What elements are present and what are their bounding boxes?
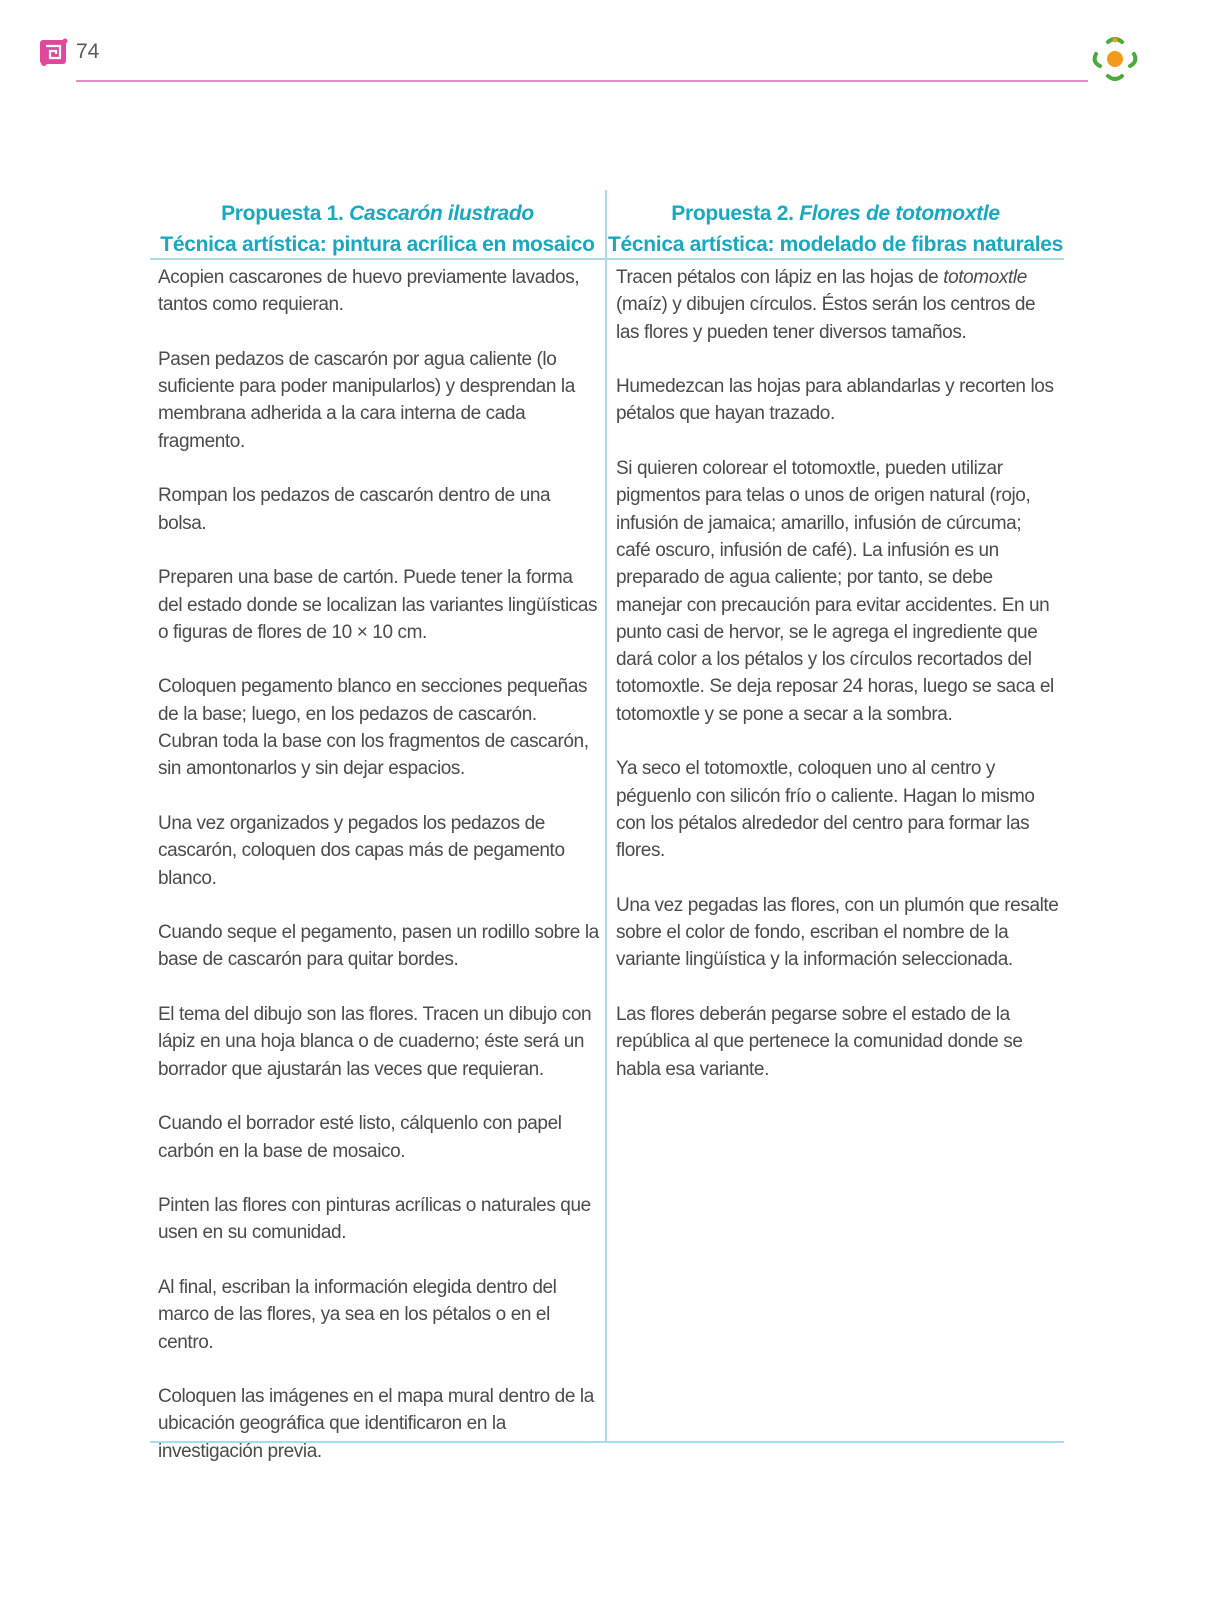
list-item: Coloquen las imágenes en el mapa mural dentro de la ubicación geográfica que identificaron en la investigación previa. — [158, 1386, 594, 1462]
list-item: Coloquen pegamento blanco en secciones pequeñas de la base; luego, en los pedazos de cascarón. Cubran toda la base con los fragmentos de cascarón, sin amontonarlos y sin dejar espacios. — [158, 676, 589, 780]
list-item: Si quieren colorear el totomoxtle, pueden utilizar pigmentos para telas o unos de origen natural (rojo, infusión de jamaica; amarillo, infusión de cúrcuma; café oscuro, infusión de café). La infusión es un preparado de agua caliente; por tanto, se debe manejar con precaución para evitar accidentes. En un punto casi de hervor, se le agrega el ingrediente que dará color a los pétalos y los círculos recortados del totomoxtle. Se deja reposar 24 horas, luego se saca el totomoxtle y se pone a secar a la sombra. — [616, 458, 1054, 725]
list-item: Las flores deberán pegarse sobre el estado de la república al que pertenece la comunidad donde se habla esa variante. — [616, 1004, 1023, 1080]
proposal-2-title-name: Flores de totomoxtle — [799, 202, 1000, 225]
header-rule — [76, 80, 1088, 82]
page-number: 74 — [76, 40, 100, 63]
proposal-2-column — [607, 190, 1064, 1110]
step-italic-term: totomoxtle — [943, 267, 1027, 288]
list-item: Cuando seque el pegamento, pasen un rodillo sobre la base de cascarón para quitar bordes. — [158, 922, 599, 971]
list-item: Ya seco el totomoxtle, coloquen uno al centro y péguenlo con silicón frío o caliente. Hagan lo mismo con los pétalos alrededor del centro para formar las flores. — [616, 758, 1035, 862]
proposal-2-title-prefix: Propuesta 2. — [671, 202, 800, 225]
proposal-1-title — [150, 198, 605, 229]
proposal-1-steps — [150, 258, 605, 1465]
list-item: Pasen pedazos de cascarón por agua caliente (lo suficiente para poder manipularlos) y desprendan la membrana adherida a la cara interna de cada fragmento. — [158, 348, 575, 452]
list-item: Rompan los pedazos de cascarón dentro de una bolsa. — [158, 485, 551, 534]
proposal-2-title — [607, 198, 1064, 229]
list-item: Pinten las flores con pinturas acrílicas o naturales que usen en su comunidad. — [158, 1195, 591, 1244]
list-item — [616, 264, 1060, 346]
step-text: (maíz) y dibujen círculos. Éstos serán los centros de las flores y pueden tener diversos tamaños. — [616, 294, 1036, 343]
proposals-table — [150, 190, 1064, 1462]
list-item: Preparen una base de cartón. Puede tener la forma del estado donde se localizan las variantes lingüísticas o figuras de flores de 10 × 10 cm. — [158, 567, 598, 643]
proposal-1-title-prefix: Propuesta 1. — [221, 202, 350, 225]
list-item: Acopien cascarones de huevo previamente lavados, tantos como requieran. — [158, 267, 580, 316]
list-item: Una vez pegadas las flores, con un plumón que resalte sobre el color de fondo, escriban el nombre de la variante lingüística y la información seleccionada. — [616, 894, 1059, 971]
list-item: Una vez organizados y pegados los pedazos de cascarón, coloquen dos capas más de pegamento blanco. — [158, 812, 565, 889]
proposal-2-technique: Técnica artística: modelado de fibras naturales — [607, 233, 1064, 256]
proposal-2-heading — [607, 190, 1064, 258]
flower-logo-icon — [1088, 32, 1142, 86]
proposal-1-column — [150, 190, 605, 1492]
page-header — [0, 0, 1214, 100]
proposal-1-title-name: Cascarón ilustrado — [349, 202, 534, 225]
ornament-spiral-icon — [38, 36, 70, 68]
step-text: Tracen pétalos con lápiz en las hojas de — [616, 267, 944, 288]
list-item: Cuando el borrador esté listo, cálquenlo con papel carbón en la base de mosaico. — [158, 1113, 562, 1162]
list-item: Al final, escriban la información elegida dentro del marco de las flores, ya sea en los pétalos o en el centro. — [158, 1276, 557, 1353]
list-item: Humedezcan las hojas para ablandarlas y recorten los pétalos que hayan trazado. — [616, 376, 1054, 425]
list-item: El tema del dibujo son las flores. Tracen un dibujo con lápiz en una hoja blanca o de cuaderno; éste será un borrador que ajustarán las veces que requieran. — [158, 1004, 592, 1080]
proposal-2-steps — [607, 258, 1064, 1083]
proposal-1-heading — [150, 190, 605, 258]
proposal-1-technique: Técnica artística: pintura acrílica en mosaico — [160, 233, 595, 256]
